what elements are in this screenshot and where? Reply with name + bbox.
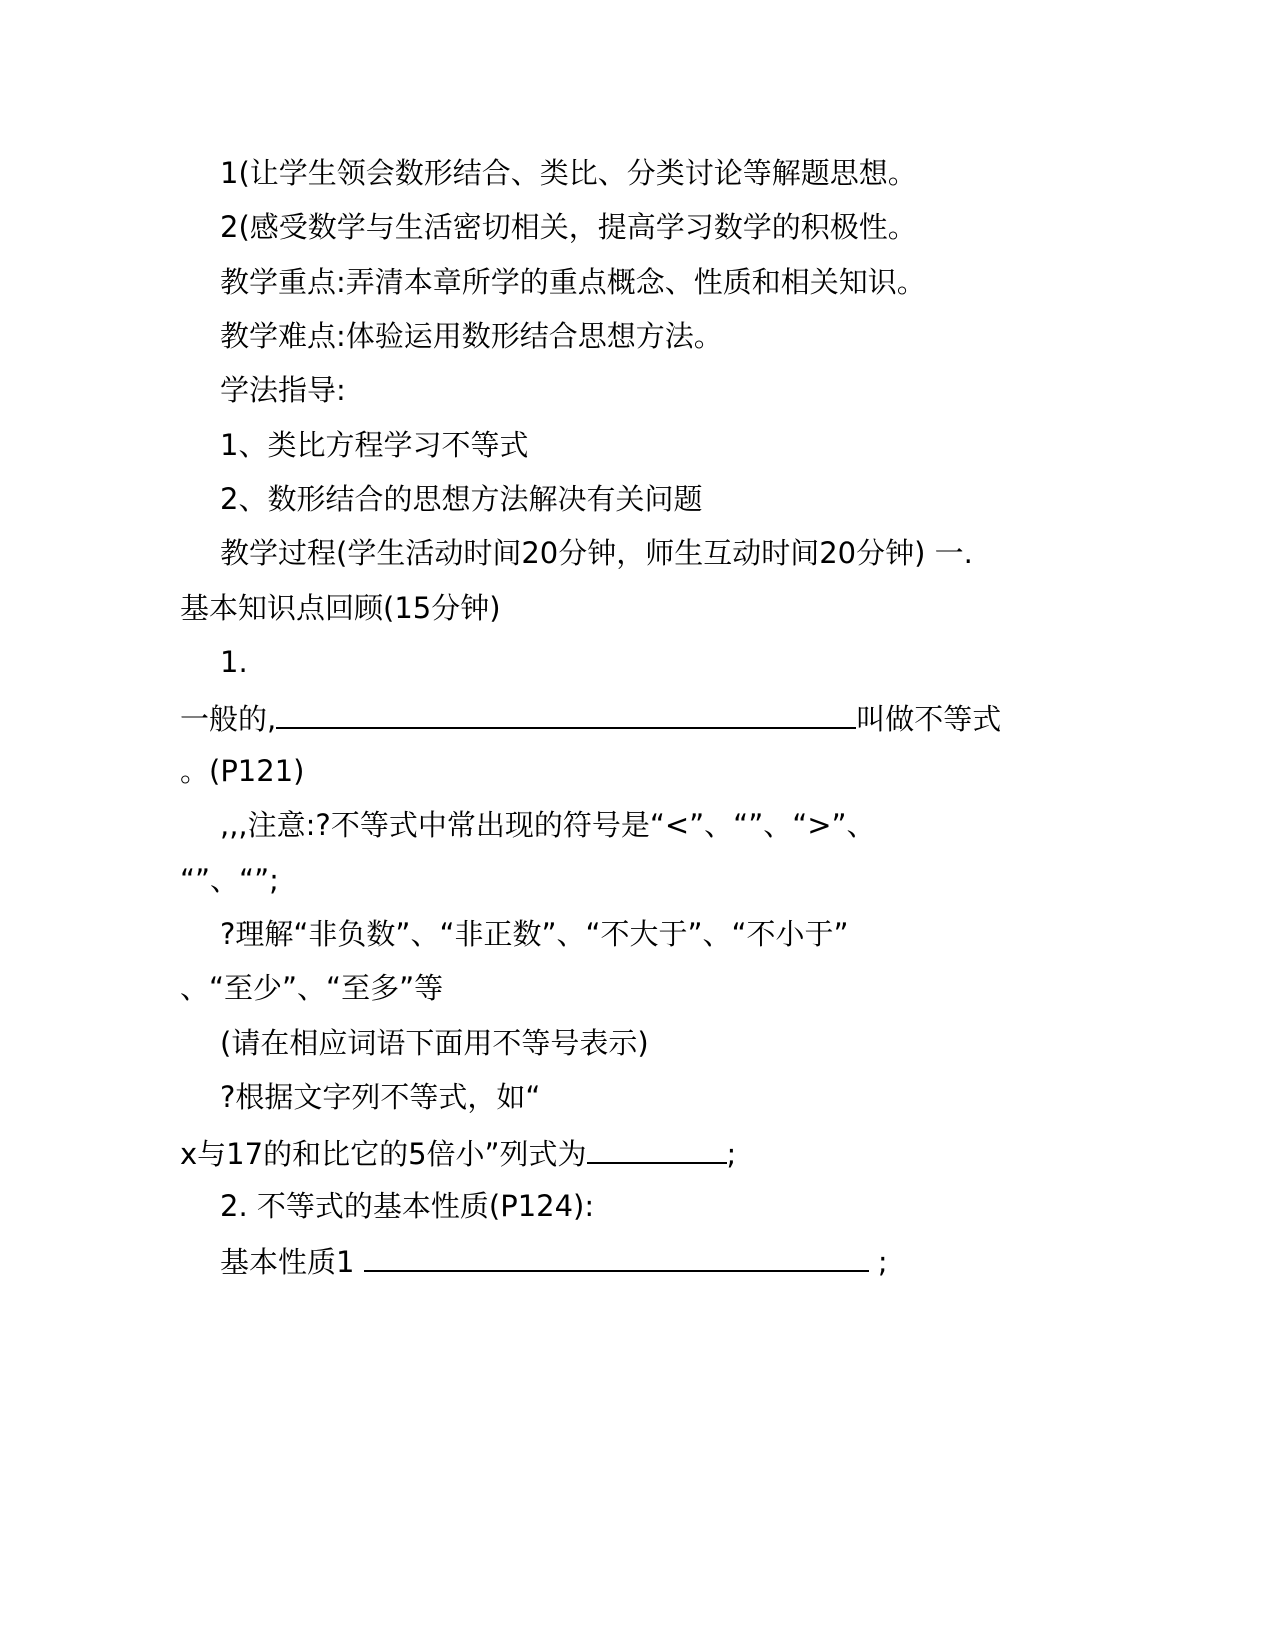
note-symbols [220,805,1120,845]
text: 教学过程(学生活动时间20分钟，师生互动时间20分钟) 一. [220,536,973,570]
text: 教学重点:弄清本章所学的重点概念、性质和相关知识。 [220,265,926,299]
text: ; [877,1245,888,1279]
item-number-1 [220,642,1120,682]
definition-line [180,697,1080,739]
basic-property-1 [220,1240,1120,1282]
text: 、“至少”、“至多”等 [180,971,444,1005]
word-problem-line [180,1132,1080,1174]
text: 1(让学生领会数形结合、类比、分类讨论等解题思想。 [220,156,917,190]
understand-terms [220,914,1120,954]
fill-in-blank[interactable] [276,697,856,729]
text: (请在相应词语下面用不等号表示) [220,1026,649,1060]
text: x与17的和比它的5倍小”列式为 [180,1137,587,1171]
study-method-heading [220,370,1120,410]
instruction-line [220,1023,1120,1063]
word-problem-intro [220,1077,1120,1117]
basic-properties-heading [220,1186,1120,1226]
section-heading [180,588,1080,628]
text: 1. [220,645,248,679]
text: 。(P121) [180,754,305,788]
study-method-1 [220,425,1120,465]
teaching-focus [220,262,1120,302]
goal-line-2 [220,207,1120,247]
property-blank[interactable] [364,1240,869,1272]
text: ; [726,1137,737,1171]
teaching-process [220,533,1120,573]
text: 1、类比方程学习不等式 [220,428,529,462]
goal-line-1 [220,153,1120,193]
teaching-difficulty [220,316,1120,356]
text: 一般的, [180,702,277,736]
study-method-2 [220,479,1120,519]
text: “”、“”; [180,863,279,897]
answer-blank[interactable] [587,1132,727,1164]
text: 基本性质1 [220,1245,355,1279]
note-symbols-continued [180,860,1080,900]
text: ,,,注意:?不等式中常出现的符号是“<”、“”、“>”、 [220,808,876,842]
text: 学法指导: [220,373,346,407]
text: 2(感受数学与生活密切相关，提高学习数学的积极性。 [220,210,917,244]
page-reference [180,751,1080,791]
text: ?理解“非负数”、“非正数”、“不大于”、“不小于” [220,917,849,951]
text: 2. 不等式的基本性质(P124): [220,1189,595,1223]
text: 教学难点:体验运用数形结合思想方法。 [220,319,723,353]
text: 基本知识点回顾(15分钟) [180,591,501,625]
understand-terms-continued [180,968,1080,1008]
text: ?根据文字列不等式，如“ [220,1080,541,1114]
text: 2、数形结合的思想方法解决有关问题 [220,482,703,516]
text: 叫做不等式 [856,702,1002,736]
